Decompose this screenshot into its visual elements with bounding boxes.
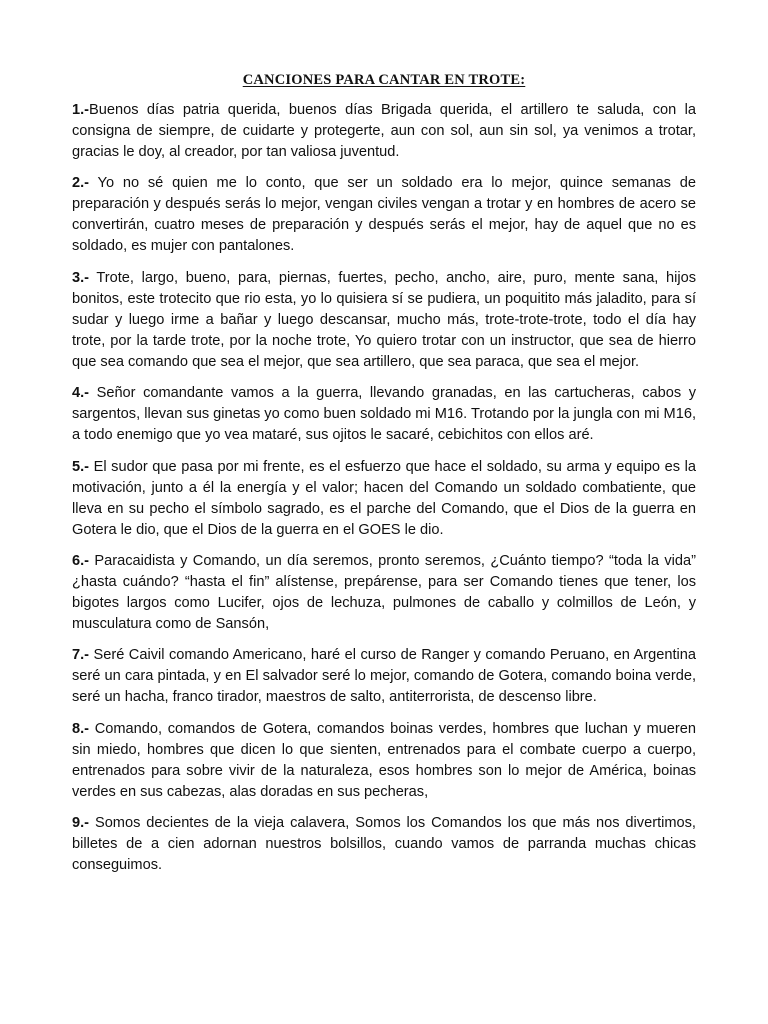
song-7	[72, 645, 696, 708]
song-text: Paracaidista y Comando, un día seremos, pronto seremos, ¿Cuánto tiempo? “toda la vida” ¿hasta cuándo? “hasta el fin” alístense, prepárense, para ser Comando tienes que tener, los bigotes largos como Lucifer, ojos de lechuza, pulmones de caballo y colmillos de León, y musculatura como de Sansón,	[72, 552, 696, 632]
song-6	[72, 551, 696, 635]
song-9	[72, 813, 696, 876]
document-page	[72, 72, 696, 887]
song-text: Yo no sé quien me lo conto, que ser un soldado era lo mejor, quince semanas de preparación y después serás lo mejor, vengan civiles vengan a trotar y en hombres de acero se convertirán, cuatro meses de preparación y después serás el mejor, hay de aquel que no es soldado, es mujer con pantalones.	[72, 175, 696, 255]
song-text: Somos decientes de la vieja calavera, Somos los Comandos los que más nos divertimos, billetes de a cien adornan nuestros bolsillos, cuando vamos de parranda muchas chicas conseguimos.	[72, 815, 696, 874]
song-text: Seré Caivil comando Americano, haré el curso de Ranger y comando Peruano, en Argentina seré un cara pintada, y en El salvador seré lo mejor, comando de Gotera, comando boina verde, seré un hacha, franco tirador, maestros de salto, antiterrorista, de descenso libre.	[72, 647, 696, 706]
song-number: 7.-	[72, 647, 90, 664]
song-number: 4.-	[72, 385, 90, 402]
song-number: 8.-	[72, 720, 90, 737]
song-number: 3.-	[72, 269, 90, 286]
song-8	[72, 719, 696, 803]
song-text: Comando, comandos de Gotera, comandos boinas verdes, hombres que luchan y mueren sin miedo, hombres que dicen lo que sienten, entrenados para el combate cuerpo a cuerpo, entrenados para sobre vivir de la naturaleza, esos hombres son lo mejor de América, boinas verdes en sus cabezas, alas doradas en sus pecheras,	[72, 720, 696, 800]
song-text: Buenos días patria querida, buenos días Brigada querida, el artillero te saluda, con la consigna de siempre, de cuidarte y protegerte, aun con sol, aun sin sol, ya venimos a trotar, gracias le doy, al creador, por tan valiosa juventud.	[72, 102, 696, 160]
song-4	[72, 383, 696, 446]
song-number: 2.-	[72, 175, 90, 192]
song-number: 6.-	[72, 552, 90, 569]
song-2	[72, 173, 696, 257]
song-text: Trote, largo, bueno, para, piernas, fuertes, pecho, ancho, aire, puro, mente sana, hijos bonitos, este trotecito que rio esta, yo lo quisiera sí se pudiera, un poquitito más jaladito, para sí sudar y luego irme a bañar y luego descansar, mucho más, trote-trote-trote, todo el día hay trote, por la tarde trote, por la noche trote, Yo quiero trotar con un instructor, que sea de hierro que sea comando que sea el mejor, que sea artillero, que sea paraca, que sea el mejor.	[72, 269, 696, 370]
song-5	[72, 457, 696, 541]
song-number: 5.-	[72, 458, 90, 475]
song-text: Señor comandante vamos a la guerra, llevando granadas, en las cartucheras, cabos y sargentos, llevan sus ginetas yo como buen soldado mi M16. Trotando por la jungla con mi M16, a todo enemigo que yo vea mataré, sus ojitos le sacaré, cebichitos con ellos aré.	[72, 385, 696, 444]
document-title: CANCIONES PARA CANTAR EN TROTE:	[242, 72, 526, 88]
song-3	[72, 268, 696, 373]
song-text: El sudor que pasa por mi frente, es el esfuerzo que hace el soldado, su arma y equipo es la motivación, junto a él la energía y el valor; hacen del Comando un soldado combatiente, que lleva en su pecho el símbolo sagrado, es el parche del Comando, que el Dios de la guerra en Gotera le dio, que el Dios de la guerra en el GOES le dio.	[72, 458, 696, 538]
song-number: 1.-	[72, 102, 90, 118]
song-number: 9.-	[72, 815, 90, 832]
song-1	[72, 100, 696, 163]
